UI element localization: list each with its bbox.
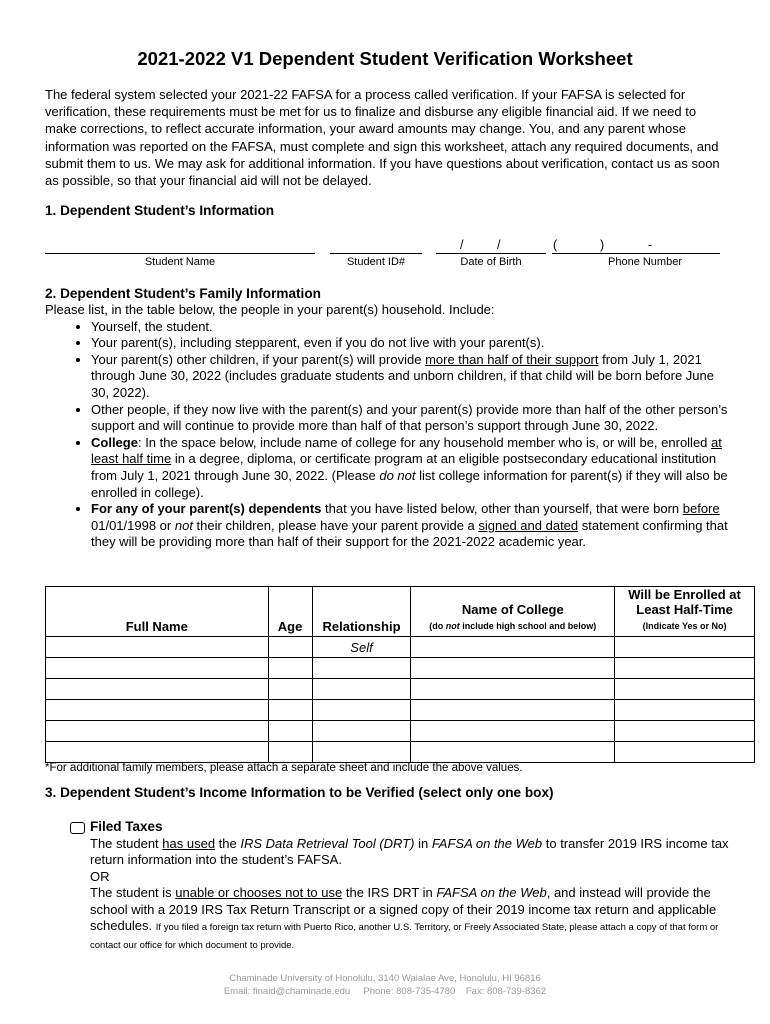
- table-cell[interactable]: [268, 742, 312, 763]
- table-cell[interactable]: [411, 742, 615, 763]
- date-of-birth-field[interactable]: [436, 253, 546, 254]
- table-cell[interactable]: [268, 721, 312, 742]
- filed-taxes-label: Filed Taxes: [90, 819, 163, 834]
- table-cell[interactable]: [411, 700, 615, 721]
- table-footnote: *For additional family members, please attach a separate sheet and include the above values.: [45, 762, 523, 774]
- family-table: [45, 586, 755, 763]
- list-item: • Your parent(s) other children, if your parent(s) will provide more than half of their support from July 1, 2021 through June 30, 2022 (includes graduate students and unborn children, if that child will be born before June 30, 2022).: [91, 352, 735, 402]
- page-footer: [0, 972, 770, 998]
- table-header-row: [46, 587, 755, 637]
- full-name-header: Full Name: [46, 587, 269, 637]
- table-row: [46, 742, 755, 763]
- relationship-header: Relationship: [312, 587, 411, 637]
- section1-heading: 1. Dependent Student’s Information: [45, 203, 275, 218]
- dob-slash-2: /: [497, 238, 501, 252]
- list-item: • College: In the space below, include name of college for any household member who is, or will be, enrolled at least half time in a degree, diploma, or certificate program at an eligible postsecondary educational institution from July 1, 2021 through June 30, 2022. (Please do not list college information for parent(s) if they will also be enrolled in college).: [91, 435, 735, 501]
- table-cell[interactable]: [268, 700, 312, 721]
- table-cell[interactable]: [268, 637, 312, 658]
- table-cell[interactable]: [615, 637, 755, 658]
- table-cell[interactable]: [312, 658, 411, 679]
- section2-heading: 2. Dependent Student’s Family Information: [45, 286, 321, 301]
- table-cell[interactable]: [312, 679, 411, 700]
- table-cell[interactable]: [615, 658, 755, 679]
- table-row: [46, 679, 755, 700]
- footer-contact: Email: finaid@chaminade.edu Phone: 808-735-4780 Fax: 808-739-8362: [223, 986, 547, 997]
- table-cell[interactable]: [615, 721, 755, 742]
- table-cell[interactable]: [46, 658, 269, 679]
- section3-heading: 3. Dependent Student’s Income Information to be Verified (select only one box): [45, 785, 554, 800]
- list-item: • Yourself, the student.: [91, 319, 735, 336]
- table-row: [46, 721, 755, 742]
- dob-label: Date of Birth: [460, 256, 522, 268]
- or-separator: OR: [90, 868, 110, 884]
- page-title: 2021-2022 V1 Dependent Student Verification Worksheet: [137, 48, 633, 69]
- enrolled-header: Will be Enrolled at Least Half-Time (Indicate Yes or No): [615, 587, 755, 637]
- phone-close-paren: ): [600, 238, 605, 252]
- filed-taxes-description: [90, 836, 730, 955]
- list-item: • For any of your parent(s) dependents that you have listed below, other than yourself, that were born before 01/01/1998 or not their children, please have your parent provide a signed and dated statement confirming that they will be providing more than half of their support for the 2021-2022 academic year.: [91, 501, 735, 551]
- table-cell[interactable]: [615, 700, 755, 721]
- table-cell[interactable]: [615, 742, 755, 763]
- table-cell[interactable]: [268, 679, 312, 700]
- age-header: Age: [268, 587, 312, 637]
- student-name-label: Student Name: [144, 256, 216, 268]
- table-cell[interactable]: [312, 742, 411, 763]
- table-cell[interactable]: [411, 721, 615, 742]
- table-cell[interactable]: [46, 700, 269, 721]
- table-cell[interactable]: [46, 721, 269, 742]
- table-cell[interactable]: [46, 742, 269, 763]
- list-item: • Other people, if they now live with the parent(s) and your parent(s) provide more than half of the other person’s support and will continue to provide more than half of that person’s support through June 30, 2022.: [91, 402, 735, 435]
- phone-number-field[interactable]: [552, 253, 720, 254]
- intro-paragraph: The federal system selected your 2021-22 FAFSA for a process called verification. If your FAFSA is selected for verification, these requirements must be met for us to finalize and disburse any eligible financial aid. If we need to make corrections, to reflect accurate information, your award amounts may change. You, and any parent whose information was reported on the FAFSA, must complete and sign this worksheet, attach any required documents, and submit them to us. We may ask for additional information. If you have questions about verification, contact us as soon as possible, so that your financial aid will not be delayed.: [45, 87, 720, 189]
- table-cell[interactable]: [411, 679, 615, 700]
- section2-bullet-list: [45, 319, 735, 551]
- table-cell[interactable]: [312, 700, 411, 721]
- phone-dash: -: [648, 238, 653, 252]
- phone-label: Phone Number: [608, 256, 682, 268]
- student-id-field[interactable]: [330, 253, 422, 254]
- student-id-label: Student ID#: [346, 256, 406, 268]
- table-cell[interactable]: [411, 658, 615, 679]
- list-item: • Your parent(s), including stepparent, even if you do not live with your parent(s).: [91, 335, 735, 352]
- college-header: Name of College (do not include high school and below): [411, 587, 615, 637]
- footer-address: Chaminade University of Honolulu, 3140 Waialae Ave, Honolulu, HI 96816: [229, 973, 541, 984]
- table-cell[interactable]: [46, 679, 269, 700]
- table-cell[interactable]: [312, 721, 411, 742]
- student-name-field[interactable]: [45, 253, 315, 254]
- section2-instructions: [45, 302, 735, 551]
- table-row: [46, 658, 755, 679]
- table-cell: Self: [312, 637, 411, 658]
- table-row: [46, 700, 755, 721]
- transcript-paragraph: The student is unable or chooses not to use the IRS DRT in FAFSA on the Web, and instead will provide the school with a 2019 IRS Tax Return Transcript or a signed copy of their 2019 income tax return and applicable schedules. If you filed a foreign tax return with Puerto Rico, another U.S. Territory, or Freely Associated State, please attach a copy of that form or contact our office for which document to provide.: [90, 885, 719, 952]
- phone-open-paren: (: [553, 238, 558, 252]
- drt-paragraph: The student has used the IRS Data Retrieval Tool (DRT) in FAFSA on the Web to transfer 2019 IRS income tax return information into the student’s FAFSA.: [90, 836, 729, 868]
- table-cell[interactable]: [411, 637, 615, 658]
- table-row: [46, 637, 755, 658]
- section2-lead: Please list, in the table below, the people in your parent(s) household. Include:: [45, 302, 495, 317]
- table-cell[interactable]: [46, 637, 269, 658]
- table-cell[interactable]: [615, 679, 755, 700]
- table-cell[interactable]: [268, 658, 312, 679]
- dob-slash-1: /: [460, 238, 464, 252]
- filed-taxes-checkbox[interactable]: [70, 822, 85, 834]
